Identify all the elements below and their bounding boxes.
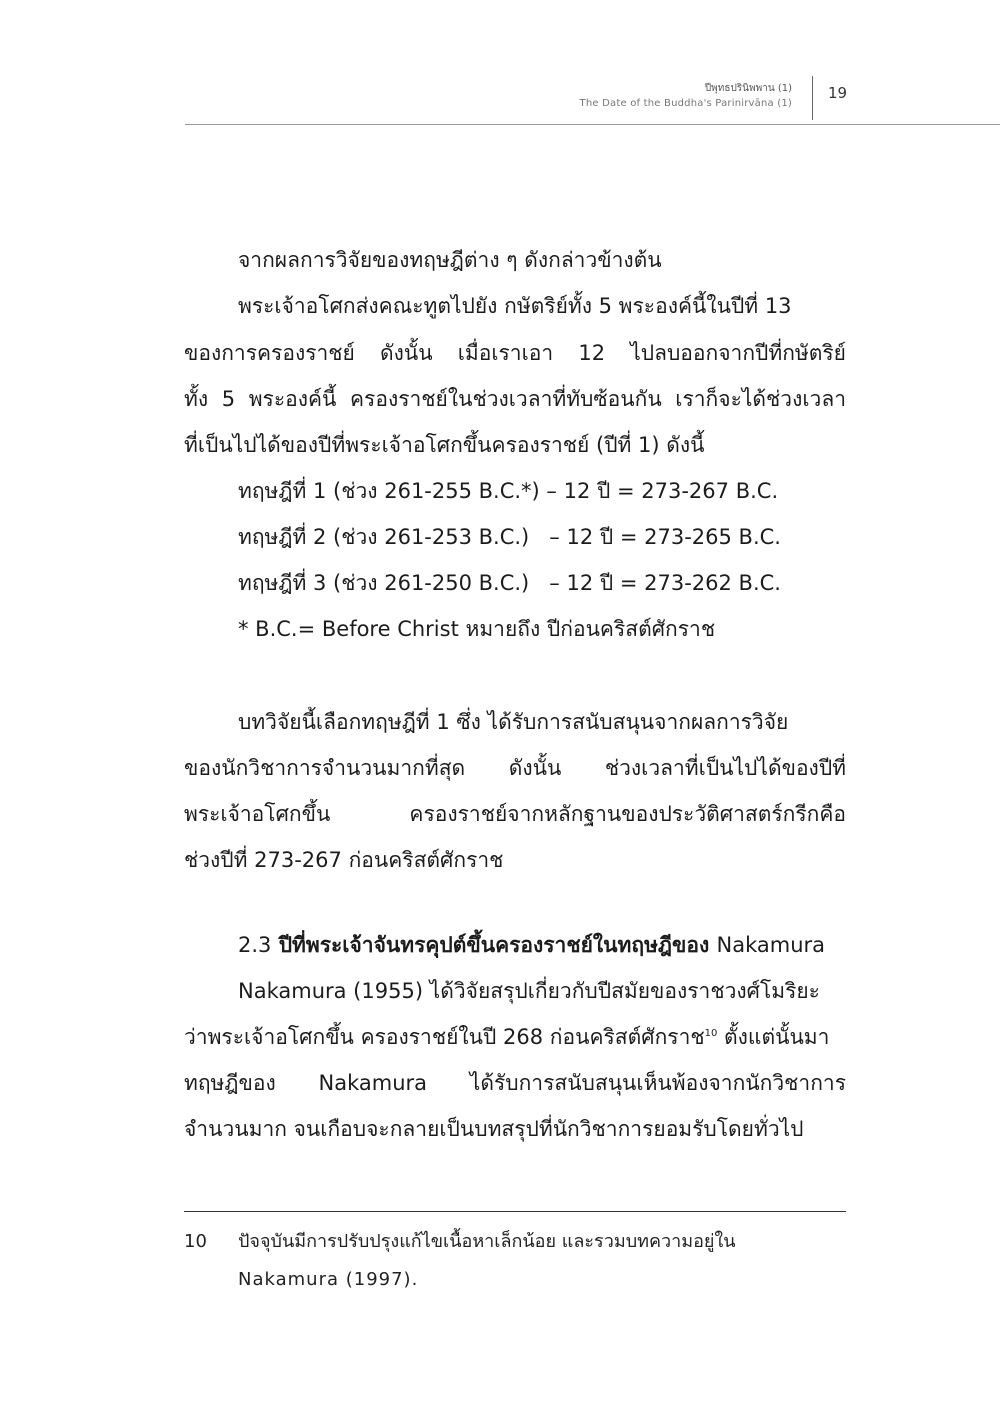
paragraph-3-line-1: Nakamura (1955) ได้วิจัยสรุปเกี่ยวกับปีสมัยของราชวงศ์โมริยะ xyxy=(238,979,820,1003)
section-title-en: Nakamura xyxy=(716,933,826,957)
footnote-ref-10[interactable]: 10 xyxy=(704,1028,718,1039)
paragraph-2-line-3-text: พระเจ้าอโศกขึ้น ครองราชย์จากหลักฐานของประวัติศาสตร์กรีกคือ xyxy=(184,802,846,826)
theory-2: ทฤษฎีที่ 2 (ช่วง 261-253 B.C.) – 12 ปี = 273-265 B.C. xyxy=(238,525,781,549)
paragraph-1-line-3 xyxy=(184,338,846,368)
paragraph-3-line-2-tail: ตั้งแต่นั้นมา xyxy=(717,1025,830,1049)
section-number: 2.3 xyxy=(238,933,272,957)
footnote-line-1: ปัจจุบันมีการปรับปรุงแก้ไขเนื้อหาเล็กน้อย และรวมบทความอยู่ใน xyxy=(238,1231,736,1252)
paragraph-2-line-2-text: ของนักวิชาการจำนวนมากที่สุด ดังนั้น ช่วงเวลาที่เป็นไปได้ของปีที่ xyxy=(184,756,846,780)
running-head-english-title: The Date of the Buddha's Parinirvāna (1) xyxy=(579,98,792,109)
page-number: 19 xyxy=(828,84,848,102)
bc-note: * B.C.= Before Christ หมายถึง ปีก่อนคริสต์ศักราช xyxy=(238,617,716,641)
paragraph-3-line-2-text: ว่าพระเจ้าอโศกขึ้น ครองราชย์ในปี 268 ก่อนคริสต์ศักราช xyxy=(184,1025,705,1049)
paragraph-1-line-4 xyxy=(184,384,846,414)
paragraph-1-line-4-text: ทั้ง 5 พระองค์นี้ ครองราชย์ในช่วงเวลาที่ทับซ้อนกัน เราก็จะได้ช่วงเวลา xyxy=(184,387,846,411)
paragraph-2-line-3 xyxy=(184,799,846,829)
running-head xyxy=(580,82,792,112)
paragraph-2-line-1: บทวิจัยนี้เลือกทฤษฎีที่ 1 ซึ่ง ได้รับการสนับสนุนจากผลการวิจัย xyxy=(238,710,789,734)
footnote xyxy=(184,1228,846,1308)
paragraph-2-line-4: ช่วงปีที่ 273-267 ก่อนคริสต์ศักราช xyxy=(184,848,504,872)
theory-3: ทฤษฎีที่ 3 (ช่วง 261-250 B.C.) – 12 ปี = 273-262 B.C. xyxy=(238,571,781,595)
footnote-line-2: Nakamura (1997). xyxy=(238,1269,419,1290)
paragraph-3-line-2 xyxy=(184,1022,829,1052)
header-rule xyxy=(185,124,1000,125)
footnote-number: 10 xyxy=(184,1231,207,1252)
paragraph-1-line-3-text: ของการครองราชย์ ดังนั้น เมื่อเราเอา 12 ไปลบออกจากปีที่กษัตริย์ xyxy=(184,341,846,365)
section-title: ปีที่พระเจ้าจันทรคุปต์ขึ้นครองราชย์ในทฤษฎีของ xyxy=(278,933,710,957)
paragraph-1-line-1: จากผลการวิจัยของทฤษฎีต่าง ๆ ดังกล่าวข้างต้น xyxy=(238,248,662,272)
paragraph-3-line-3-text: ทฤษฎีของ Nakamura ได้รับการสนับสนุนเห็นพ้องจากนักวิชาการ xyxy=(184,1071,846,1095)
paragraph-3-line-3 xyxy=(184,1068,846,1098)
footnote-rule xyxy=(184,1211,846,1212)
paragraph-3-line-4: จำนวนมาก จนเกือบจะกลายเป็นบทสรุปที่นักวิชาการยอมรับโดยทั่วไป xyxy=(184,1117,804,1141)
running-head-thai-title: ปีพุทธปรินิพพาน (1) xyxy=(704,83,792,94)
paragraph-1-line-5: ที่เป็นไปได้ของปีที่พระเจ้าอโศกขึ้นครองราชย์ (ปีที่ 1) ดังนี้ xyxy=(184,433,705,457)
paragraph-1-line-2: พระเจ้าอโศกส่งคณะทูตไปยัง กษัตริย์ทั้ง 5 พระองค์นี้ในปีที่ 13 xyxy=(238,294,792,318)
header-divider xyxy=(812,76,813,120)
paragraph-2-line-2 xyxy=(184,753,846,783)
section-heading xyxy=(238,930,825,960)
theory-1: ทฤษฎีที่ 1 (ช่วง 261-255 B.C.*) – 12 ปี = 273-267 B.C. xyxy=(238,479,779,503)
